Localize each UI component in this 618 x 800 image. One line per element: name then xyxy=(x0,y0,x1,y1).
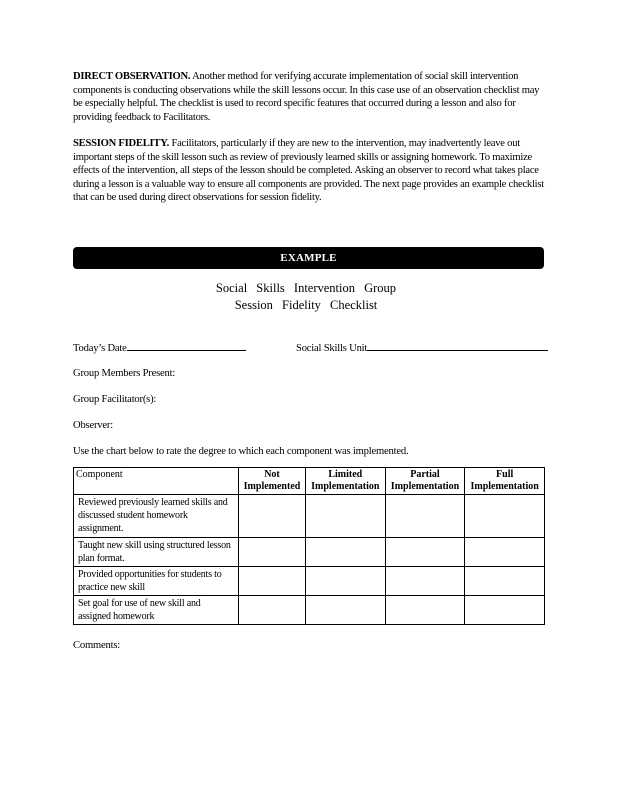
rating-cell-not-implemented[interactable] xyxy=(239,596,306,625)
rating-cell-partial[interactable] xyxy=(385,538,465,567)
header-not-implemented-line1: Not xyxy=(264,469,280,480)
example-banner: EXAMPLE xyxy=(73,247,544,269)
fidelity-checklist-table xyxy=(73,467,545,625)
members-field: Group Members Present: xyxy=(73,368,176,379)
header-not-implemented-line2: Implemented xyxy=(243,481,301,492)
table-row xyxy=(74,596,545,625)
rating-cell-partial[interactable] xyxy=(385,567,465,596)
header-partial-line2: Implementation xyxy=(390,481,460,492)
date-field[interactable] xyxy=(73,341,246,354)
observer-field: Observer: xyxy=(73,420,113,431)
rating-cell-partial[interactable] xyxy=(385,596,465,625)
header-partial-line1: Partial xyxy=(410,469,440,480)
session-fidelity-text: Facilitators, particularly if they are new to the intervention, may inadvertently leave out important steps of the skill lesson such as review of previously learned skills or assigning homework. To maximize effects of the intervention, all steps of the lesson should be completed. Asking an observer to record what takes place during a lesson is a valuable way to ensure all components are provided. The next page provides an example checklist that can be used during direct observations for session fidelity. xyxy=(73,138,544,204)
form-title-line2: Session Fidelity Checklist xyxy=(234,298,378,312)
table-row xyxy=(74,495,545,538)
component-cell: Reviewed previously learned skills and discussed student homework assignment. xyxy=(74,495,239,538)
rating-cell-limited[interactable] xyxy=(305,567,385,596)
rating-cell-full[interactable] xyxy=(465,538,545,567)
comments-label: Comments: xyxy=(73,640,121,651)
direct-observation-text: Another method for verifying accurate implementation of social skill intervention components is conducting observations while the skill lessons occur. In this case use of an observation checklist may be especially helpful. The checklist is used to record specific features that occurred during a lesson and also for providing feedback to Facilitators. xyxy=(73,71,540,123)
rating-cell-limited[interactable] xyxy=(305,495,385,538)
rating-cell-full[interactable] xyxy=(465,596,545,625)
table-header-row xyxy=(74,468,545,495)
unit-blank-line[interactable] xyxy=(367,341,548,351)
header-full-line2: Implementation xyxy=(470,481,539,492)
session-fidelity-paragraph xyxy=(73,137,547,205)
direct-observation-heading: DIRECT OBSERVATION. xyxy=(73,71,191,82)
rating-cell-not-implemented[interactable] xyxy=(239,538,306,567)
header-not-implemented xyxy=(239,468,306,495)
rating-cell-full[interactable] xyxy=(465,495,545,538)
header-component: Component xyxy=(74,468,239,495)
header-full-implementation xyxy=(465,468,545,495)
direct-observation-paragraph xyxy=(73,70,547,124)
component-cell: Provided opportunities for students to practice new skill xyxy=(74,567,239,596)
chart-instruction: Use the chart below to rate the degree to which each component was implemented. xyxy=(73,446,409,457)
rating-cell-full[interactable] xyxy=(465,567,545,596)
component-cell: Taught new skill using structured lesson plan format. xyxy=(74,538,239,567)
table-row xyxy=(74,567,545,596)
date-label: Today’s Date xyxy=(73,343,127,354)
rating-cell-partial[interactable] xyxy=(385,495,465,538)
facilitator-field: Group Facilitator(s): xyxy=(73,394,157,405)
rating-cell-not-implemented[interactable] xyxy=(239,567,306,596)
header-limited-implementation xyxy=(305,468,385,495)
session-fidelity-heading: SESSION FIDELITY. xyxy=(73,138,170,149)
header-limited-line2: Implementation xyxy=(311,481,380,492)
date-blank-line[interactable] xyxy=(127,341,246,351)
header-full-line1: Full xyxy=(496,469,514,480)
form-title-line1: Social Skills Intervention Group xyxy=(215,281,397,295)
header-partial-implementation xyxy=(385,468,465,495)
unit-field[interactable] xyxy=(296,341,548,354)
rating-cell-not-implemented[interactable] xyxy=(239,495,306,538)
table-row xyxy=(74,538,545,567)
unit-label: Social Skills Unit xyxy=(296,343,368,354)
rating-cell-limited[interactable] xyxy=(305,596,385,625)
rating-cell-limited[interactable] xyxy=(305,538,385,567)
header-limited-line1: Limited xyxy=(328,469,363,480)
component-cell: Set goal for use of new skill and assigned homework xyxy=(74,596,239,625)
